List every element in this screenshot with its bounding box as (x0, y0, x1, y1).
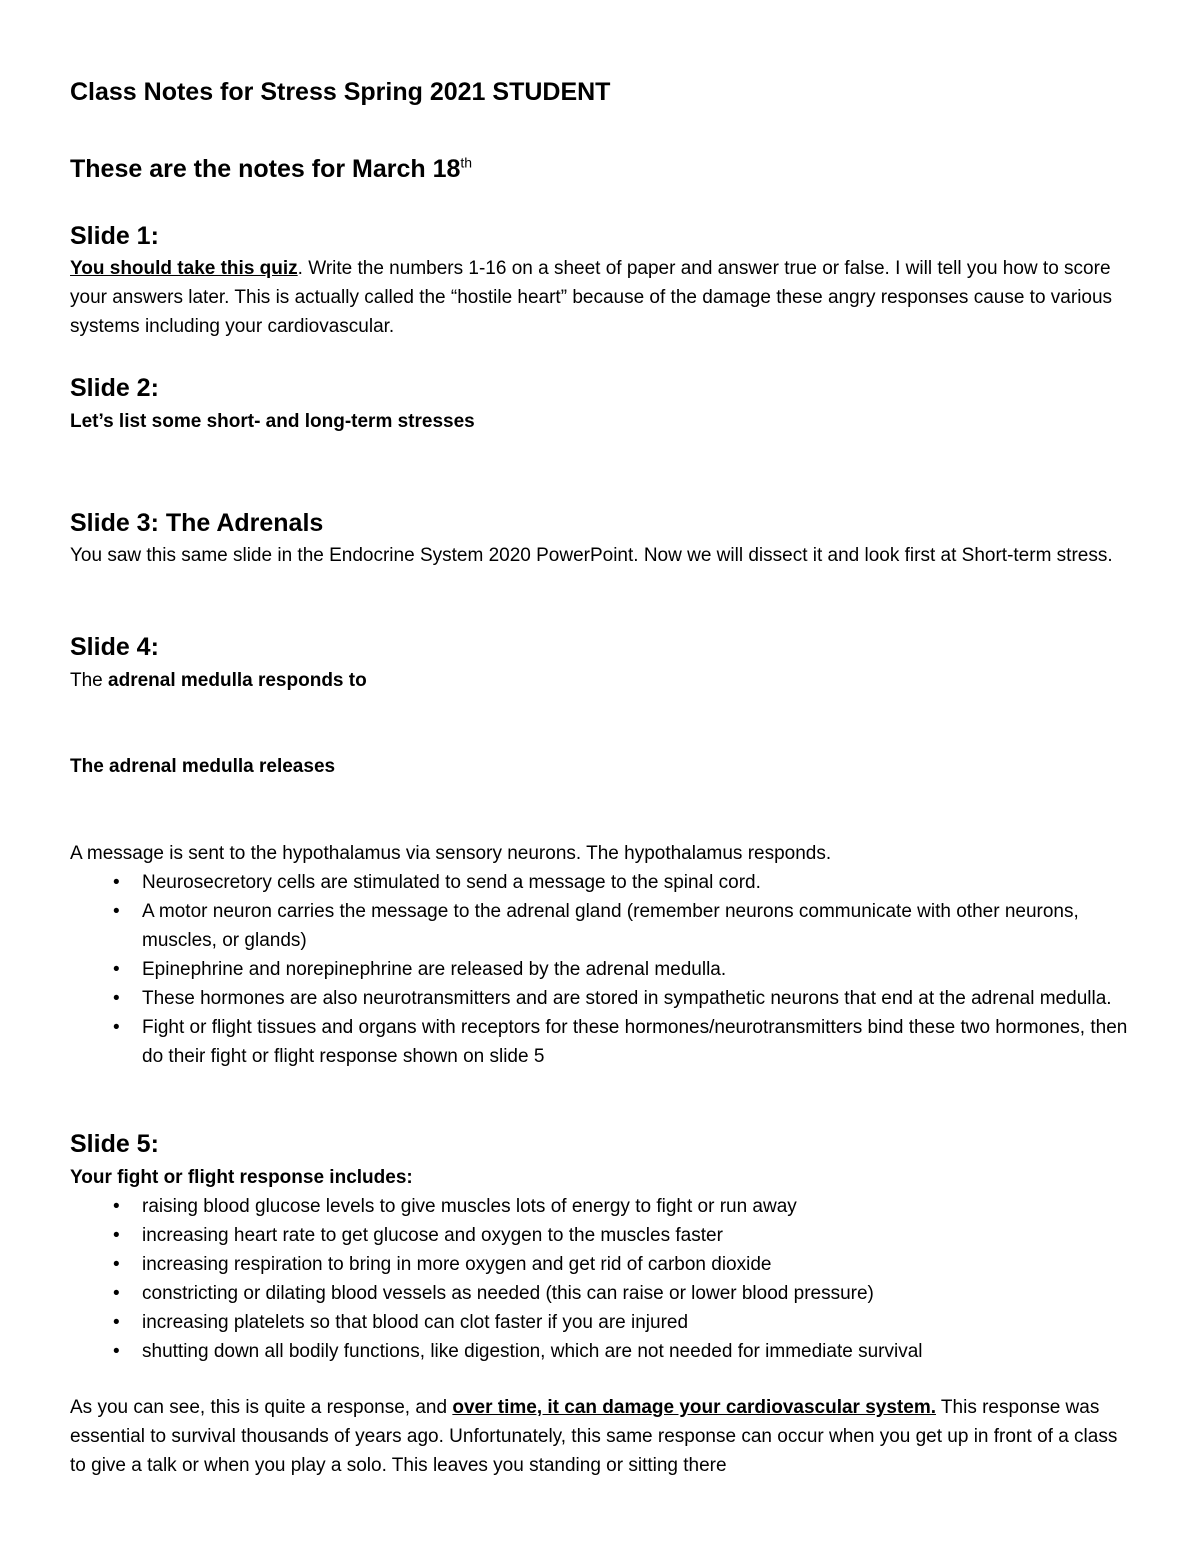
list-item (70, 1308, 1130, 1337)
list-item-text: These hormones are also neurotransmitters and are stored in sympathetic neurons that end at the adrenal medulla. (142, 988, 1112, 1009)
list-item-text: A motor neuron carries the message to the adrenal gland (remember neurons communicate with other neurons, muscles, or glands) (142, 901, 1079, 951)
slide4-responds-prefix: The (70, 670, 103, 691)
list-item (70, 897, 1130, 955)
subtitle-superscript: th (460, 154, 473, 171)
slide2-text: Let’s list some short- and long-term stresses (70, 411, 475, 432)
slide5-closing (70, 1393, 1130, 1480)
list-item (70, 955, 1130, 984)
list-item-text: increasing respiration to bring in more oxygen and get rid of carbon dioxide (142, 1254, 772, 1275)
list-item-text: shutting down all bodily functions, like digestion, which are not needed for immediate survival (142, 1341, 923, 1362)
list-item-text: increasing platelets so that blood can clot faster if you are injured (142, 1312, 689, 1333)
list-item (70, 1279, 1130, 1308)
document-subtitle (70, 155, 1130, 184)
list-item-text: increasing heart rate to get glucose and oxygen to the muscles faster (142, 1225, 723, 1246)
bullet-icon: • (113, 1196, 120, 1217)
slide1-heading: Slide 1: (70, 222, 159, 250)
slide4-heading: Slide 4: (70, 633, 159, 661)
list-item-text: Epinephrine and norepinephrine are released by the adrenal medulla. (142, 959, 727, 980)
bullet-icon: • (113, 1283, 120, 1304)
slide2-heading: Slide 2: (70, 374, 159, 402)
slide5-heading: Slide 5: (70, 1130, 159, 1158)
list-item (70, 1192, 1130, 1221)
bullet-icon: • (113, 1341, 120, 1362)
list-item (70, 1221, 1130, 1250)
slide1-text-rest: . Write the numbers 1-16 on a sheet of paper and answer true or false. I will tell you how to score your answers later. This is actually called the “hostile heart” because of the damage these angry responses cause to various systems including your cardiovascular. (70, 258, 1113, 337)
bullet-icon: • (113, 1017, 120, 1038)
slide4-responds-bold: adrenal medulla responds to (102, 670, 367, 691)
bullet-icon: • (113, 1225, 120, 1246)
document-title: Class Notes for Stress Spring 2021 STUDENT (70, 78, 611, 106)
list-item-text: constricting or dilating blood vessels as needed (this can raise or lower blood pressure) (142, 1283, 874, 1304)
list-item (70, 984, 1130, 1013)
slide4-bullet-list (70, 868, 1130, 1071)
closing-emphasis: over time, it can damage your cardiovascular system. (452, 1397, 936, 1418)
slide1-text (70, 254, 1130, 341)
closing-prefix: As you can see, this is quite a response, and (70, 1397, 453, 1418)
bullet-icon: • (113, 1254, 120, 1275)
slide3-text: You saw this same slide in the Endocrine System 2020 PowerPoint. Now we will dissect it and look first at Short-term stress. (70, 545, 1113, 566)
list-item (70, 1013, 1130, 1071)
bullet-icon: • (113, 1312, 120, 1333)
slide5-intro: Your fight or flight response includes: (70, 1167, 413, 1188)
slide4-intro: A message is sent to the hypothalamus via sensory neurons. The hypothalamus responds. (70, 843, 832, 864)
list-item (70, 1250, 1130, 1279)
list-item (70, 868, 1130, 897)
bullet-icon: • (113, 959, 120, 980)
bullet-icon: • (113, 872, 120, 893)
slide3-heading: Slide 3: The Adrenals (70, 509, 324, 537)
closing-rest: This response was essential to survival thousands of years ago. Unfortunately, this same response can occur when you get up in front of a class to give a talk or when you play a solo. This leaves you standing or sitting there (70, 1397, 1118, 1476)
subtitle-text: These are the notes for March 18 (70, 155, 461, 183)
bullet-icon: • (113, 988, 120, 1009)
bullet-icon: • (113, 901, 120, 922)
slide4-responds (70, 666, 1130, 695)
list-item-text: Neurosecretory cells are stimulated to send a message to the spinal cord. (142, 872, 761, 893)
slide4-releases: The adrenal medulla releases (70, 756, 336, 777)
slide5-bullet-list (70, 1192, 1130, 1366)
list-item-text: Fight or flight tissues and organs with receptors for these hormones/neurotransmitters bind these two hormones, then do their fight or flight response shown on slide 5 (142, 1017, 1128, 1067)
quiz-link[interactable]: You should take this quiz (70, 258, 298, 279)
list-item-text: raising blood glucose levels to give muscles lots of energy to fight or run away (142, 1196, 797, 1217)
list-item (70, 1337, 1130, 1366)
